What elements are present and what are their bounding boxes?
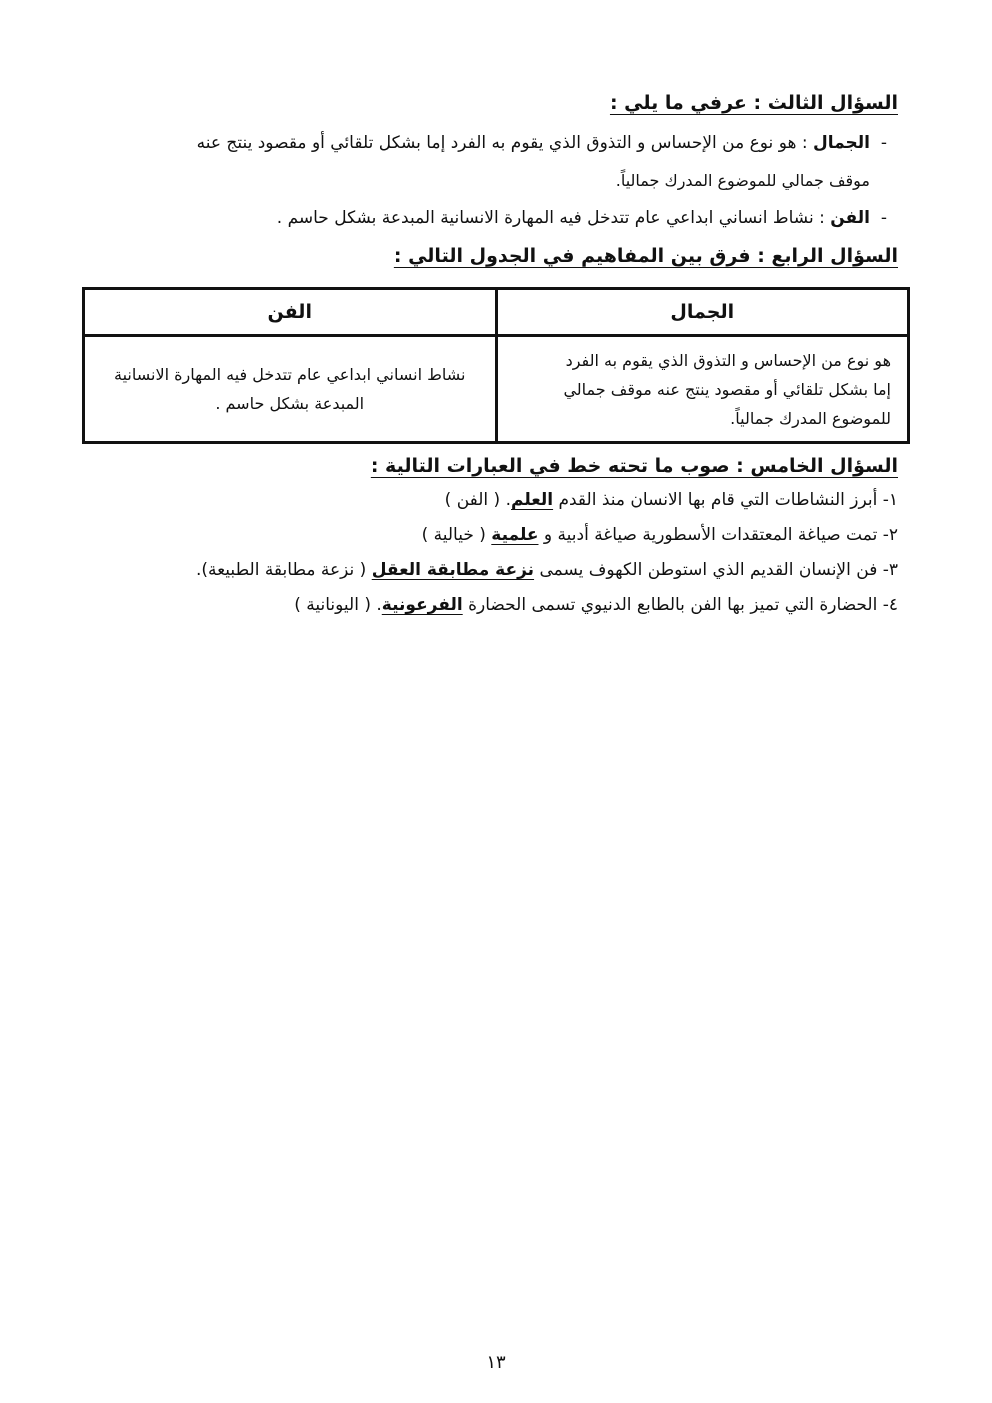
- cell-line: المبدعة بشكل حاسم .: [215, 394, 365, 413]
- item-correction: . ( اليونانية ): [294, 595, 382, 615]
- comparison-table: [82, 287, 910, 444]
- cell-line: نشاط انساني ابداعي عام تتدخل فيه المهارة الانسانية: [114, 365, 466, 384]
- term-separator: :: [796, 133, 813, 153]
- definition-beauty-text: هو نوع من الإحساس و التذوق الذي يقوم به الفرد إما بشكل تلقائي أو مقصود ينتج عنه: [196, 133, 797, 153]
- list-item: [196, 560, 898, 580]
- definition-beauty: [197, 133, 898, 153]
- cell-line: للموضوع المدرك جمالياً.: [730, 408, 891, 428]
- definition-art-text: نشاط انساني ابداعي عام تتدخل فيه المهارة الانسانية المبدعة بشكل حاسم .: [276, 208, 814, 228]
- header-art: الفن: [84, 289, 497, 336]
- underlined-term: العلم: [511, 490, 554, 510]
- table-row: [84, 336, 909, 443]
- cell-beauty-definition: [496, 336, 909, 443]
- bullet-dash: -: [880, 208, 888, 228]
- definition-art: [277, 208, 898, 228]
- item-correction: . ( الفن ): [444, 490, 511, 510]
- list-item: [445, 490, 898, 510]
- item-text: ٣- فن الإنسان القديم الذي استوطن الكهوف يسمى: [534, 560, 898, 580]
- question-4-heading: السؤال الرابع : فرق بين المفاهيم في الجدول التالي :: [393, 245, 898, 267]
- item-correction: ( خيالية ): [421, 525, 492, 545]
- page-number: ١٣: [486, 1352, 506, 1373]
- question-5-heading: السؤال الخامس : صوب ما تحته خط في العبارات التالية :: [370, 455, 898, 477]
- definition-beauty-continuation: موقف جمالي للموضوع المدرك جمالياً.: [615, 171, 870, 190]
- header-beauty: الجمال: [496, 289, 909, 336]
- bullet-dash: -: [880, 133, 888, 153]
- item-text: ٢- تمت صياغة المعتقدات الأسطورية صياغة أدبية و: [538, 525, 898, 545]
- term-beauty: الجمال: [813, 133, 870, 153]
- underlined-term: علمية: [491, 525, 539, 545]
- item-text: ٤- الحضارة التي تميز بها الفن بالطابع الدنيوي تسمى الحضارة: [462, 595, 898, 615]
- table-header-row: [84, 289, 909, 336]
- list-item: [294, 595, 898, 615]
- cell-art-definition: [84, 336, 497, 443]
- list-item: [422, 525, 898, 545]
- underlined-term: الفرعونية: [381, 595, 463, 615]
- underlined-term: نزعة مطابقة العقل: [371, 560, 535, 580]
- cell-line: إما بشكل تلقائي أو مقصود ينتج عنه موقف جمالي: [563, 379, 891, 399]
- term-art: الفن: [830, 208, 870, 228]
- question-3-heading: السؤال الثالث : عرفي ما يلي :: [609, 92, 898, 114]
- term-separator: :: [813, 208, 831, 228]
- cell-line: هو نوع من الإحساس و التذوق الذي يقوم به الفرد: [565, 350, 891, 370]
- item-text: ١- أبرز النشاطات التي قام بها الانسان منذ القدم: [553, 490, 898, 510]
- item-correction: ( نزعة مطابقة الطبيعة).: [195, 560, 372, 580]
